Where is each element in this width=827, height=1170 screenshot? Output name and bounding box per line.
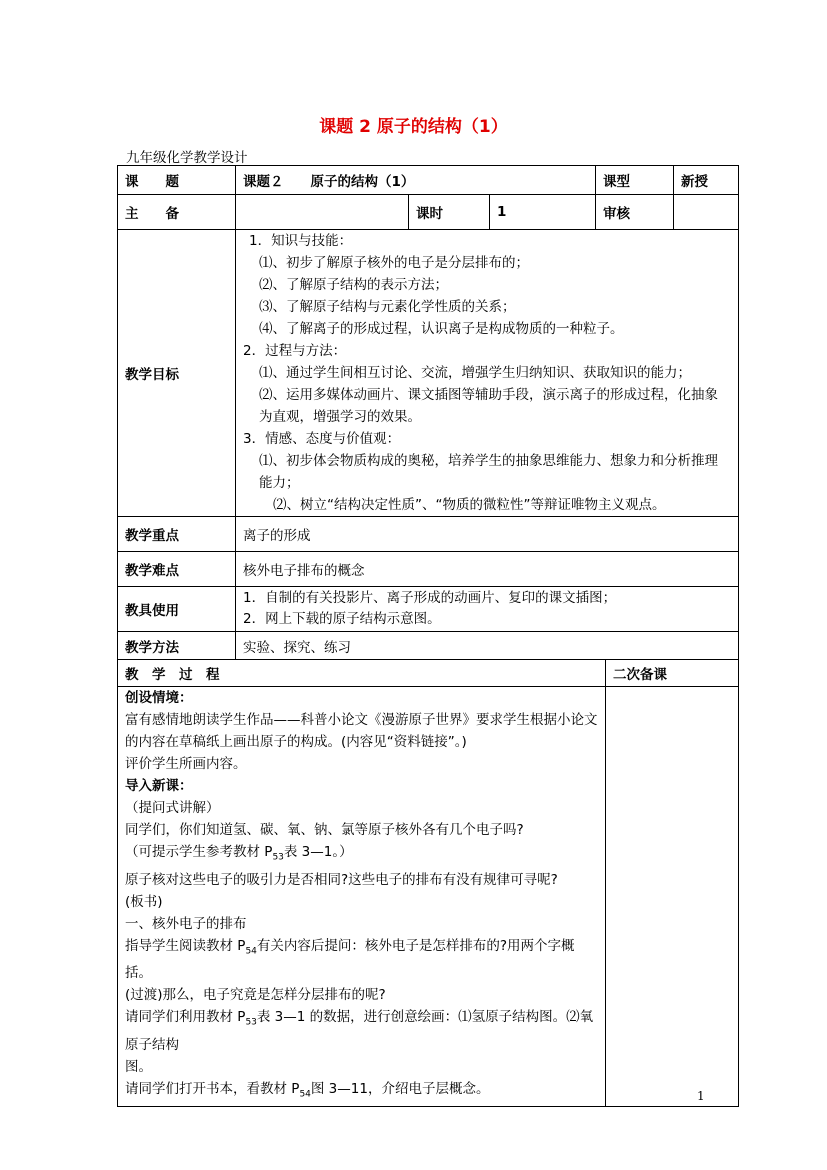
process-line: 一、核外电子的排布 <box>125 915 247 932</box>
second-prep-area <box>606 687 739 1107</box>
topic-label: 课 题 <box>118 166 236 195</box>
prep-label: 主 备 <box>118 195 236 230</box>
objective-line: ⑵、运用多媒体动画片、课文插图等辅助手段，演示离子的形成过程，化抽象为直观，增强学习的效果。 <box>259 387 718 425</box>
objective-line: ⑶、了解原子结构与元素化学性质的关系； <box>259 299 516 315</box>
tools-label: 教具使用 <box>118 587 236 632</box>
objective-line: ⑷、了解离子的形成过程，认识离子是构成物质的一种粒子。 <box>259 321 624 337</box>
objective-line: ⑴、初步了解原子核外的电子是分层排布的； <box>259 255 529 271</box>
method-value: 实验、探究、练习 <box>236 632 739 660</box>
objective-line: ⑴、初步体会物质构成的奥秘，培养学生的抽象思维能力、想象力和分析推理能力； <box>259 453 718 491</box>
row-process-body <box>118 687 739 1107</box>
process-heading: 创设情境： <box>125 690 193 706</box>
prep-value <box>236 195 409 230</box>
objectives-content <box>236 230 739 517</box>
topic-value: 课题２ 原子的结构（1） <box>236 166 596 195</box>
row-objectives <box>118 230 739 517</box>
key-point-value: 离子的形成 <box>236 517 739 552</box>
objective-line: 2．过程与方法： <box>243 343 347 359</box>
type-value: 新授 <box>674 166 739 195</box>
review-value <box>674 195 739 230</box>
objective-line: 3．情感、态度与价值观： <box>243 431 401 447</box>
objectives-label: 教学目标 <box>118 230 236 517</box>
key-point-label: 教学重点 <box>118 517 236 552</box>
objective-line: ⑴、通过学生间相互讨论、交流，增强学生归纳知识、获取知识的能力； <box>259 365 691 381</box>
hours-value: 1 <box>490 195 596 230</box>
objective-line: 1．知识与技能： <box>249 233 353 249</box>
tools-content <box>236 587 739 632</box>
type-label: 课型 <box>596 166 674 195</box>
process-line: 同学们，你们知道氢、碳、氧、钠、氯等原子核外各有几个电子吗? <box>125 822 524 838</box>
process-line: 请同学们打开书本，看教材 $P_{54}$图 3—11，介绍电子层概念。 <box>125 1081 490 1100</box>
row-topic <box>118 166 739 195</box>
row-tools <box>118 587 739 632</box>
process-line: (板书) <box>125 893 163 910</box>
process-line: （可提示学生参考教材 $P_{53}$表 3—1。） <box>125 844 353 863</box>
second-prep-label: 二次备课 <box>606 660 739 687</box>
objective-line: ⑵、了解原子结构的表示方法； <box>259 277 448 293</box>
difficulty-value: 核外电子排布的概念 <box>236 552 739 587</box>
lesson-plan-table <box>117 165 739 1107</box>
objective-line: ⑵、树立“结构决定性质”、“物质的微粒性”等辩证唯物主义观点。 <box>273 497 666 513</box>
process-line: （提问式讲解） <box>125 800 220 816</box>
process-content <box>118 687 606 1107</box>
process-line: 图。 <box>125 1059 152 1076</box>
process-line: 评价学生所画内容。 <box>125 756 247 772</box>
process-line: (过渡)那么，电子究竟是怎样分层排布的呢? <box>125 987 386 1004</box>
tools-line: 1．自制的有关投影片、离子形成的动画片、复印的课文插图； <box>243 590 617 606</box>
process-line: 富有感情地朗读学生作品——科普小论文《漫游原子世界》要求学生根据小论文的内容在草稿纸上画出原子的构成。(内容见“资料链接”。) <box>125 712 598 750</box>
review-label: 审核 <box>596 195 674 230</box>
process-line: 原子核对这些电子的吸引力是否相同?这些电子的排布有没有规律可寻呢? <box>125 871 558 888</box>
process-heading: 导入新课： <box>125 778 193 794</box>
process-line: 请同学们利用教材 $P_{53}$表 3—1 的数据，进行创意绘画：⑴氢原子结构图。⑵氧原子结构 <box>125 1009 594 1054</box>
difficulty-label: 教学难点 <box>118 552 236 587</box>
process-line: 指导学生阅读教材 $P_{54}$有关内容后提问：核外电子是怎样排布的?用两个字概括。 <box>125 937 575 982</box>
page-number: 1 <box>697 1089 705 1103</box>
row-method <box>118 632 739 660</box>
document-title: 课题 2 原子的结构（1） <box>319 117 508 137</box>
tools-line: 2．网上下载的原子结构示意图。 <box>243 611 441 627</box>
hours-label: 课时 <box>409 195 490 230</box>
document-subtitle: 九年级化学教学设计 <box>126 150 248 166</box>
row-key-point <box>118 517 739 552</box>
process-label: 教 学 过 程 <box>118 660 606 687</box>
row-prep <box>118 195 739 230</box>
row-process-header <box>118 660 739 687</box>
row-difficulty <box>118 552 739 587</box>
method-label: 教学方法 <box>118 632 236 660</box>
